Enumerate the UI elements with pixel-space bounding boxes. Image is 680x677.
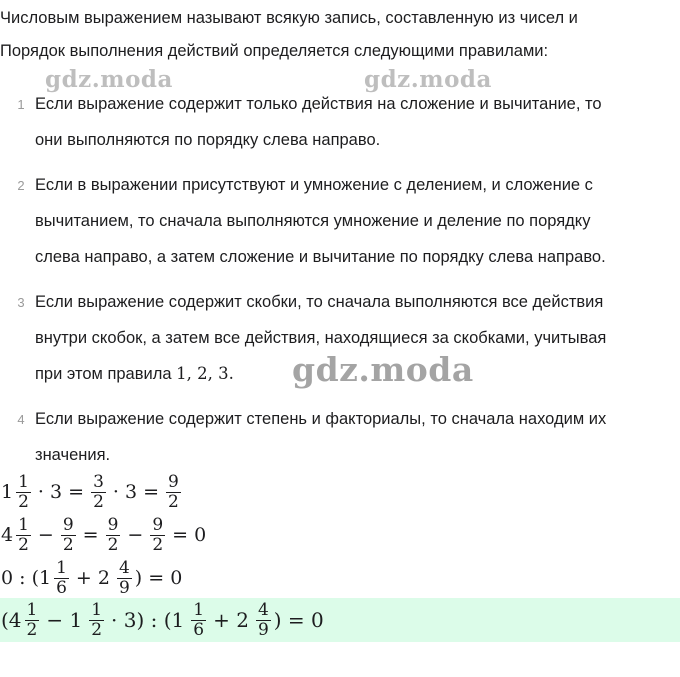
fraction <box>166 473 181 512</box>
fraction <box>191 601 206 640</box>
rule-text-line: внутри скобок, а затем все действия, находящиеся за скобками, учитывая <box>35 329 607 347</box>
numerator: 1 <box>26 599 38 620</box>
expression-end: ) = 0 <box>134 567 183 589</box>
rule-text-line: значения. <box>35 446 111 464</box>
denominator: 2 <box>18 534 29 555</box>
formula-1 <box>0 469 183 515</box>
expression-start: 0 : (1 <box>1 567 52 589</box>
rule-text-line: слева направо, а затем сложение и вычитание по порядку слева направо. <box>35 248 606 266</box>
rule-text-line: они выполняются по порядку слева направо. <box>35 131 381 149</box>
fraction <box>91 473 106 512</box>
operator: · 3 = <box>112 481 160 503</box>
fraction <box>25 601 40 640</box>
fraction <box>89 601 104 640</box>
rule-number: 2 <box>17 178 25 193</box>
denominator: 2 <box>91 619 103 640</box>
denominator: 9 <box>257 619 269 640</box>
rule-last-prefix: при этом правила <box>35 365 177 383</box>
formula-2 <box>0 512 211 558</box>
numerator: 4 <box>118 557 130 578</box>
denominator: 2 <box>152 534 164 555</box>
rule-text-line: Если выражение содержит скобки, то сначала выполняются все действия <box>35 293 604 311</box>
numerator: 9 <box>152 514 164 535</box>
denominator: 2 <box>107 534 119 555</box>
fraction <box>106 516 121 555</box>
numerator: 3 <box>93 471 104 492</box>
rule-text-line: Если в выражении присутствуют и умножение с делением, и сложение с <box>35 176 593 194</box>
denominator: 2 <box>26 619 38 640</box>
fraction <box>54 559 69 598</box>
operator: + 2 <box>75 567 110 589</box>
fraction <box>150 516 165 555</box>
denominator: 2 <box>93 491 104 512</box>
watermark-3: gdz.moda <box>292 350 474 389</box>
rule-text-line-last <box>35 364 234 384</box>
operator: + 2 <box>213 608 249 632</box>
numerator: 9 <box>168 471 179 492</box>
fraction <box>16 516 31 555</box>
denominator: 9 <box>118 577 130 598</box>
fraction <box>256 601 271 640</box>
numerator: 1 <box>18 514 29 535</box>
numerator: 1 <box>91 599 103 620</box>
operator: · 3 = <box>37 481 85 503</box>
operator: − <box>127 524 144 546</box>
watermark-2: gdz.moda <box>364 66 492 93</box>
denominator: 2 <box>18 491 29 512</box>
denominator: 2 <box>168 491 179 512</box>
expression-start: (4 <box>1 608 22 632</box>
whole-part: 4 <box>1 524 14 546</box>
denominator: 2 <box>62 534 74 555</box>
numerator: 4 <box>257 599 269 620</box>
watermark-1: gdz.moda <box>45 66 173 93</box>
denominator: 6 <box>193 619 205 640</box>
rule-number: 1 <box>17 97 25 112</box>
rule-number: 4 <box>17 412 25 427</box>
denominator: 6 <box>56 577 67 598</box>
formula-3 <box>0 555 183 601</box>
intro-line-1: Числовым выражением называют всякую запись, составленную из чисел и <box>0 9 578 27</box>
operator: = 0 <box>172 524 207 546</box>
numerator: 9 <box>107 514 119 535</box>
whole-part: 1 <box>1 481 14 503</box>
operator: = <box>82 524 99 546</box>
expression-end: ) = 0 <box>273 608 324 632</box>
operator: − <box>37 524 54 546</box>
rule-math-reference: 1, 2, 3. <box>176 364 234 383</box>
intro-line-2: Порядок выполнения действий определяется следующими правилами: <box>0 42 549 60</box>
numerator: 1 <box>193 599 205 620</box>
rule-text-line: Если выражение содержит степень и факториалы, то сначала находим их <box>35 410 607 428</box>
numerator: 1 <box>56 557 67 578</box>
numerator: 9 <box>62 514 74 535</box>
numerator: 1 <box>18 471 29 492</box>
fraction <box>117 559 132 598</box>
formula-answer <box>0 597 325 643</box>
fraction <box>61 516 76 555</box>
operator: − 1 <box>46 608 83 632</box>
rule-text-line: вычитанием, то сначала выполняются умножение и деление по порядку <box>35 212 591 230</box>
fraction <box>16 473 31 512</box>
operator: · 3) : (1 <box>111 608 185 632</box>
rule-text-line: Если выражение содержит только действия на сложение и вычитание, то <box>35 95 602 113</box>
rule-number: 3 <box>17 295 25 310</box>
